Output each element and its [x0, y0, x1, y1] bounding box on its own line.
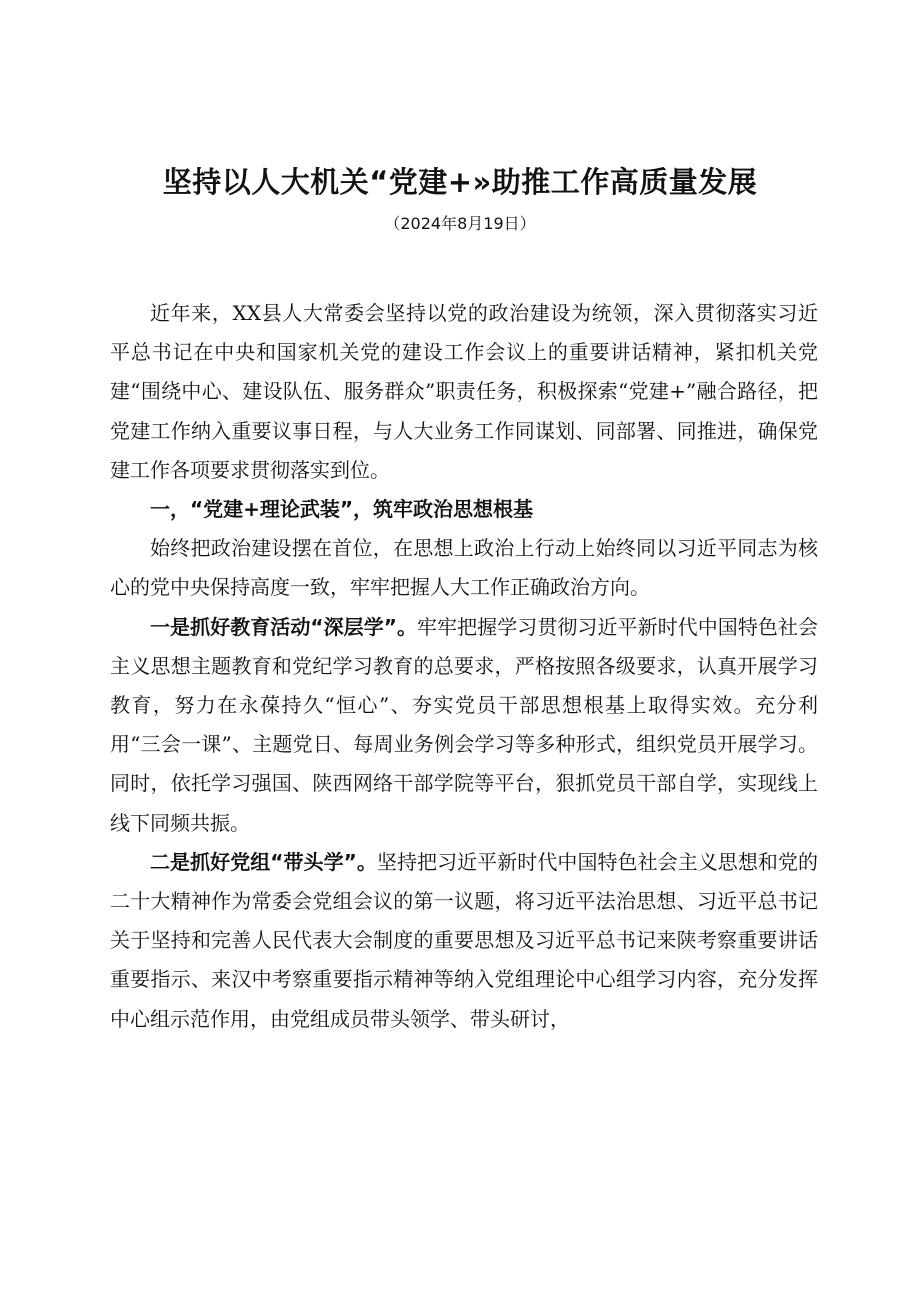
point-lead-2: 二是抓好党组“带头学”。	[150, 849, 377, 874]
point-text-1: 牢牢把握学习贯彻习近平新时代中国特色社会主义思想主题教育和党纪学习教育的总要求，严格按照各级要求，认真开展学习教育，努力在永葆持久“恒心”、夯实党员干部思想根基上取得实效。充分利用“三会一课”、主题党日、每周业务例会学习等多种形式，组织党员开展学习。同时，依托学习强国、陕西网络干部学院等平台，狠抓党员干部自学，实现线上线下同频共振。	[110, 614, 818, 835]
section-intro-paragraph: 始终把政治建设摆在首位，在思想上政治上行动上始终同以习近平同志为核心的党中央保持高度一致，牢牢把握人大工作正确政治方向。	[110, 536, 818, 600]
document-body	[110, 294, 818, 1039]
document-date: （2024年8月19日）	[384, 214, 536, 233]
point-text-2: 坚持把习近平新时代中国特色社会主义思想和党的二十大精神作为常委会党组会议的第一议题，将习近平法治思想、习近平总书记关于坚持和完善人民代表大会制度的重要思想及习近平总书记来陕考察重要讲话重要指示、来汉中考察重要指示精神等纳入党组理论中心组学习内容，充分发挥中心组示范作用，由党组成员带头领学、带头研讨，	[110, 849, 819, 1031]
section-heading: 一，“党建+理论武装”，筑牢政治思想根基	[150, 497, 534, 522]
point-paragraph-1	[110, 608, 818, 843]
point-paragraph-2	[110, 843, 818, 1039]
intro-paragraph: 近年来，XX县人大常委会坚持以党的政治建设为统领，深入贯彻落实习近平总书记在中央和国家机关党的建设工作会议上的重要讲话精神，紧扣机关党建“围绕中心、建设队伍、服务群众”职责任务，积极探索“党建+”融合路径，把党建工作纳入重要议事日程，与人大业务工作同谋划、同部署、同推进，确保党建工作各项要求贯彻落实到位。	[110, 301, 818, 482]
point-lead-1: 一是抓好教育活动“深层学”。	[150, 614, 418, 639]
document-title: 坚持以人大机关“党建+»助推工作高质量发展	[162, 165, 758, 199]
